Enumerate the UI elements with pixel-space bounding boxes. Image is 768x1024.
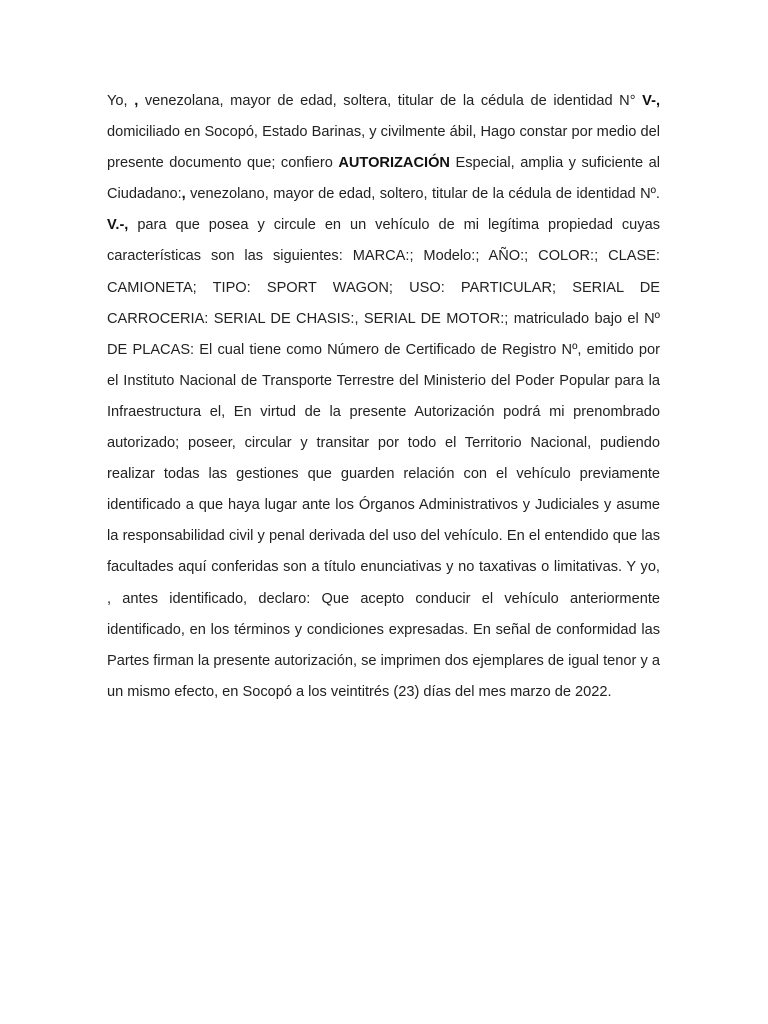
text-segment: venezolano, mayor de edad, soltero, titular de la cédula de identidad Nº.: [185, 186, 660, 203]
id-number-bold: V-,: [642, 93, 661, 109]
text-segment: Especial, amplia y suficiente al Ciudadano:: [107, 155, 660, 203]
text-segment-bold: ,: [181, 186, 186, 203]
id-number-bold: V.-,: [107, 217, 129, 234]
text-segment-bold: ,: [134, 93, 139, 109]
authorization-paragraph: [107, 86, 660, 708]
text-segment: para que posea y circule en un vehículo de mi legítima propiedad cuyas características son las siguientes: MARCA:; Modelo:; AÑO:; COLOR:; CLASE: CAMIONETA; TIPO: SPORT WAGON; USO: PARTICULAR; SERIAL DE CARROCERIA: SERIAL DE CHASIS:, SERIAL DE MOTOR:; matriculado bajo el Nº DE PLACAS: El cual tiene como Número de Certificado de Registro Nº, emitido por el Instituto Nacional de Transporte Terrestre del Ministerio del Poder Popular para la Infraestructura el, En virtud de la presente Autorización podrá mi prenombrado autorizado; poseer, circular y transitar por todo el Territorio Nacional, pudiendo realizar todas las gestiones que guarden relación con el vehículo previamente identificado a que haya lugar ante los Órganos Administrativos y Judiciales y asume la responsabilidad civil y penal derivada del uso del vehículo. En el entendido que las facultades aquí conferidas son a título enunciativas y no taxativas o limitativas. Y yo, , antes identificado, declaro: Que acepto conducir el vehículo anteriormente identificado, en los términos y condiciones expresadas. En señal de conformidad las Partes firman la presente autorización, se imprimen dos ejemplares de igual tenor y a un mismo efecto, en Socopó a los veintitrés (23) días del mes marzo de 2022.: [107, 217, 660, 700]
text-segment: Yo,: [107, 93, 135, 109]
text-segment: venezolana, mayor de edad, soltera, titular de la cédula de identidad N°: [138, 93, 643, 109]
text-segment: domiciliado en Socopó, Estado Barinas, y civilmente ábil, Hago constar por medio del presente documento que; confiero: [107, 124, 660, 172]
authorization-keyword: AUTORIZACIÓN: [338, 155, 450, 172]
